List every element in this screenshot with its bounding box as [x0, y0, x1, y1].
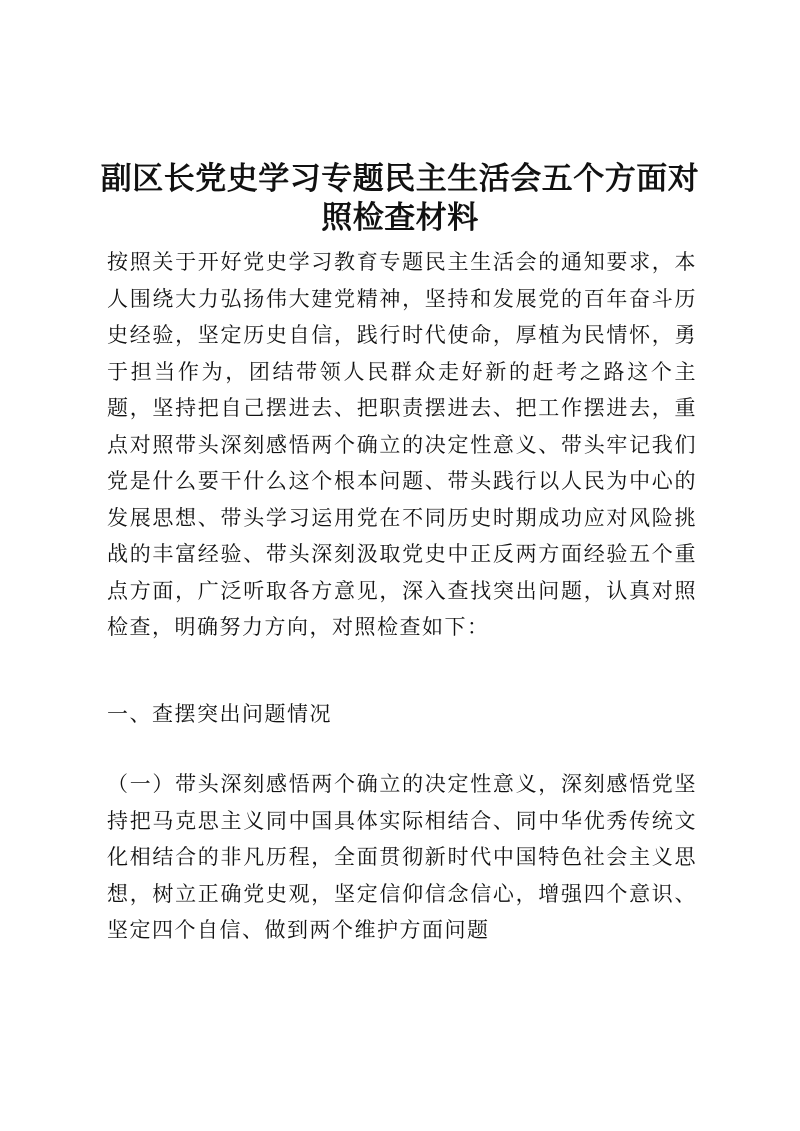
intro-paragraph: 按照关于开好党史学习教育专题民主生活会的通知要求，本人围绕大力弘扬伟大建党精神，坚持和发展党的百年奋斗历史经验，坚定历史自信，践行时代使命，厚植为民情怀，勇于担当作为，团结带领人民群众走好新的赶考之路这个主题，坚持把自己摆进去、把职责摆进去、把工作摆进去，重点对照带头深刻感悟两个确立的决定性意义、带头牢记我们党是什么要干什么这个根本问题、带头践行以人民为中心的发展思想、带头学习运用党在不同历史时期成功应对风险挑战的丰富经验、带头深刻汲取党史中正反两方面经验五个重点方面，广泛听取各方意见，深入查找突出问题，认真对照检查，明确努力方向，对照检查如下： — [107, 250, 697, 639]
document-title: 副区长党史学习专题民主生活会五个方面对照检查材料 — [100, 161, 700, 236]
subsection-paragraph: （一）带头深刻感悟两个确立的决定性意义，深刻感悟党坚持把马克思主义同中国具体实际相结合、同中华优秀传统文化相结合的非凡历程，全面贯彻新时代中国特色社会主义思想，树立正确党史观，坚定信仰信念信心，增强四个意识、坚定四个自信、做到两个维护方面问题 — [107, 772, 697, 942]
section-heading: 一、查摆突出问题情况 — [107, 702, 332, 726]
